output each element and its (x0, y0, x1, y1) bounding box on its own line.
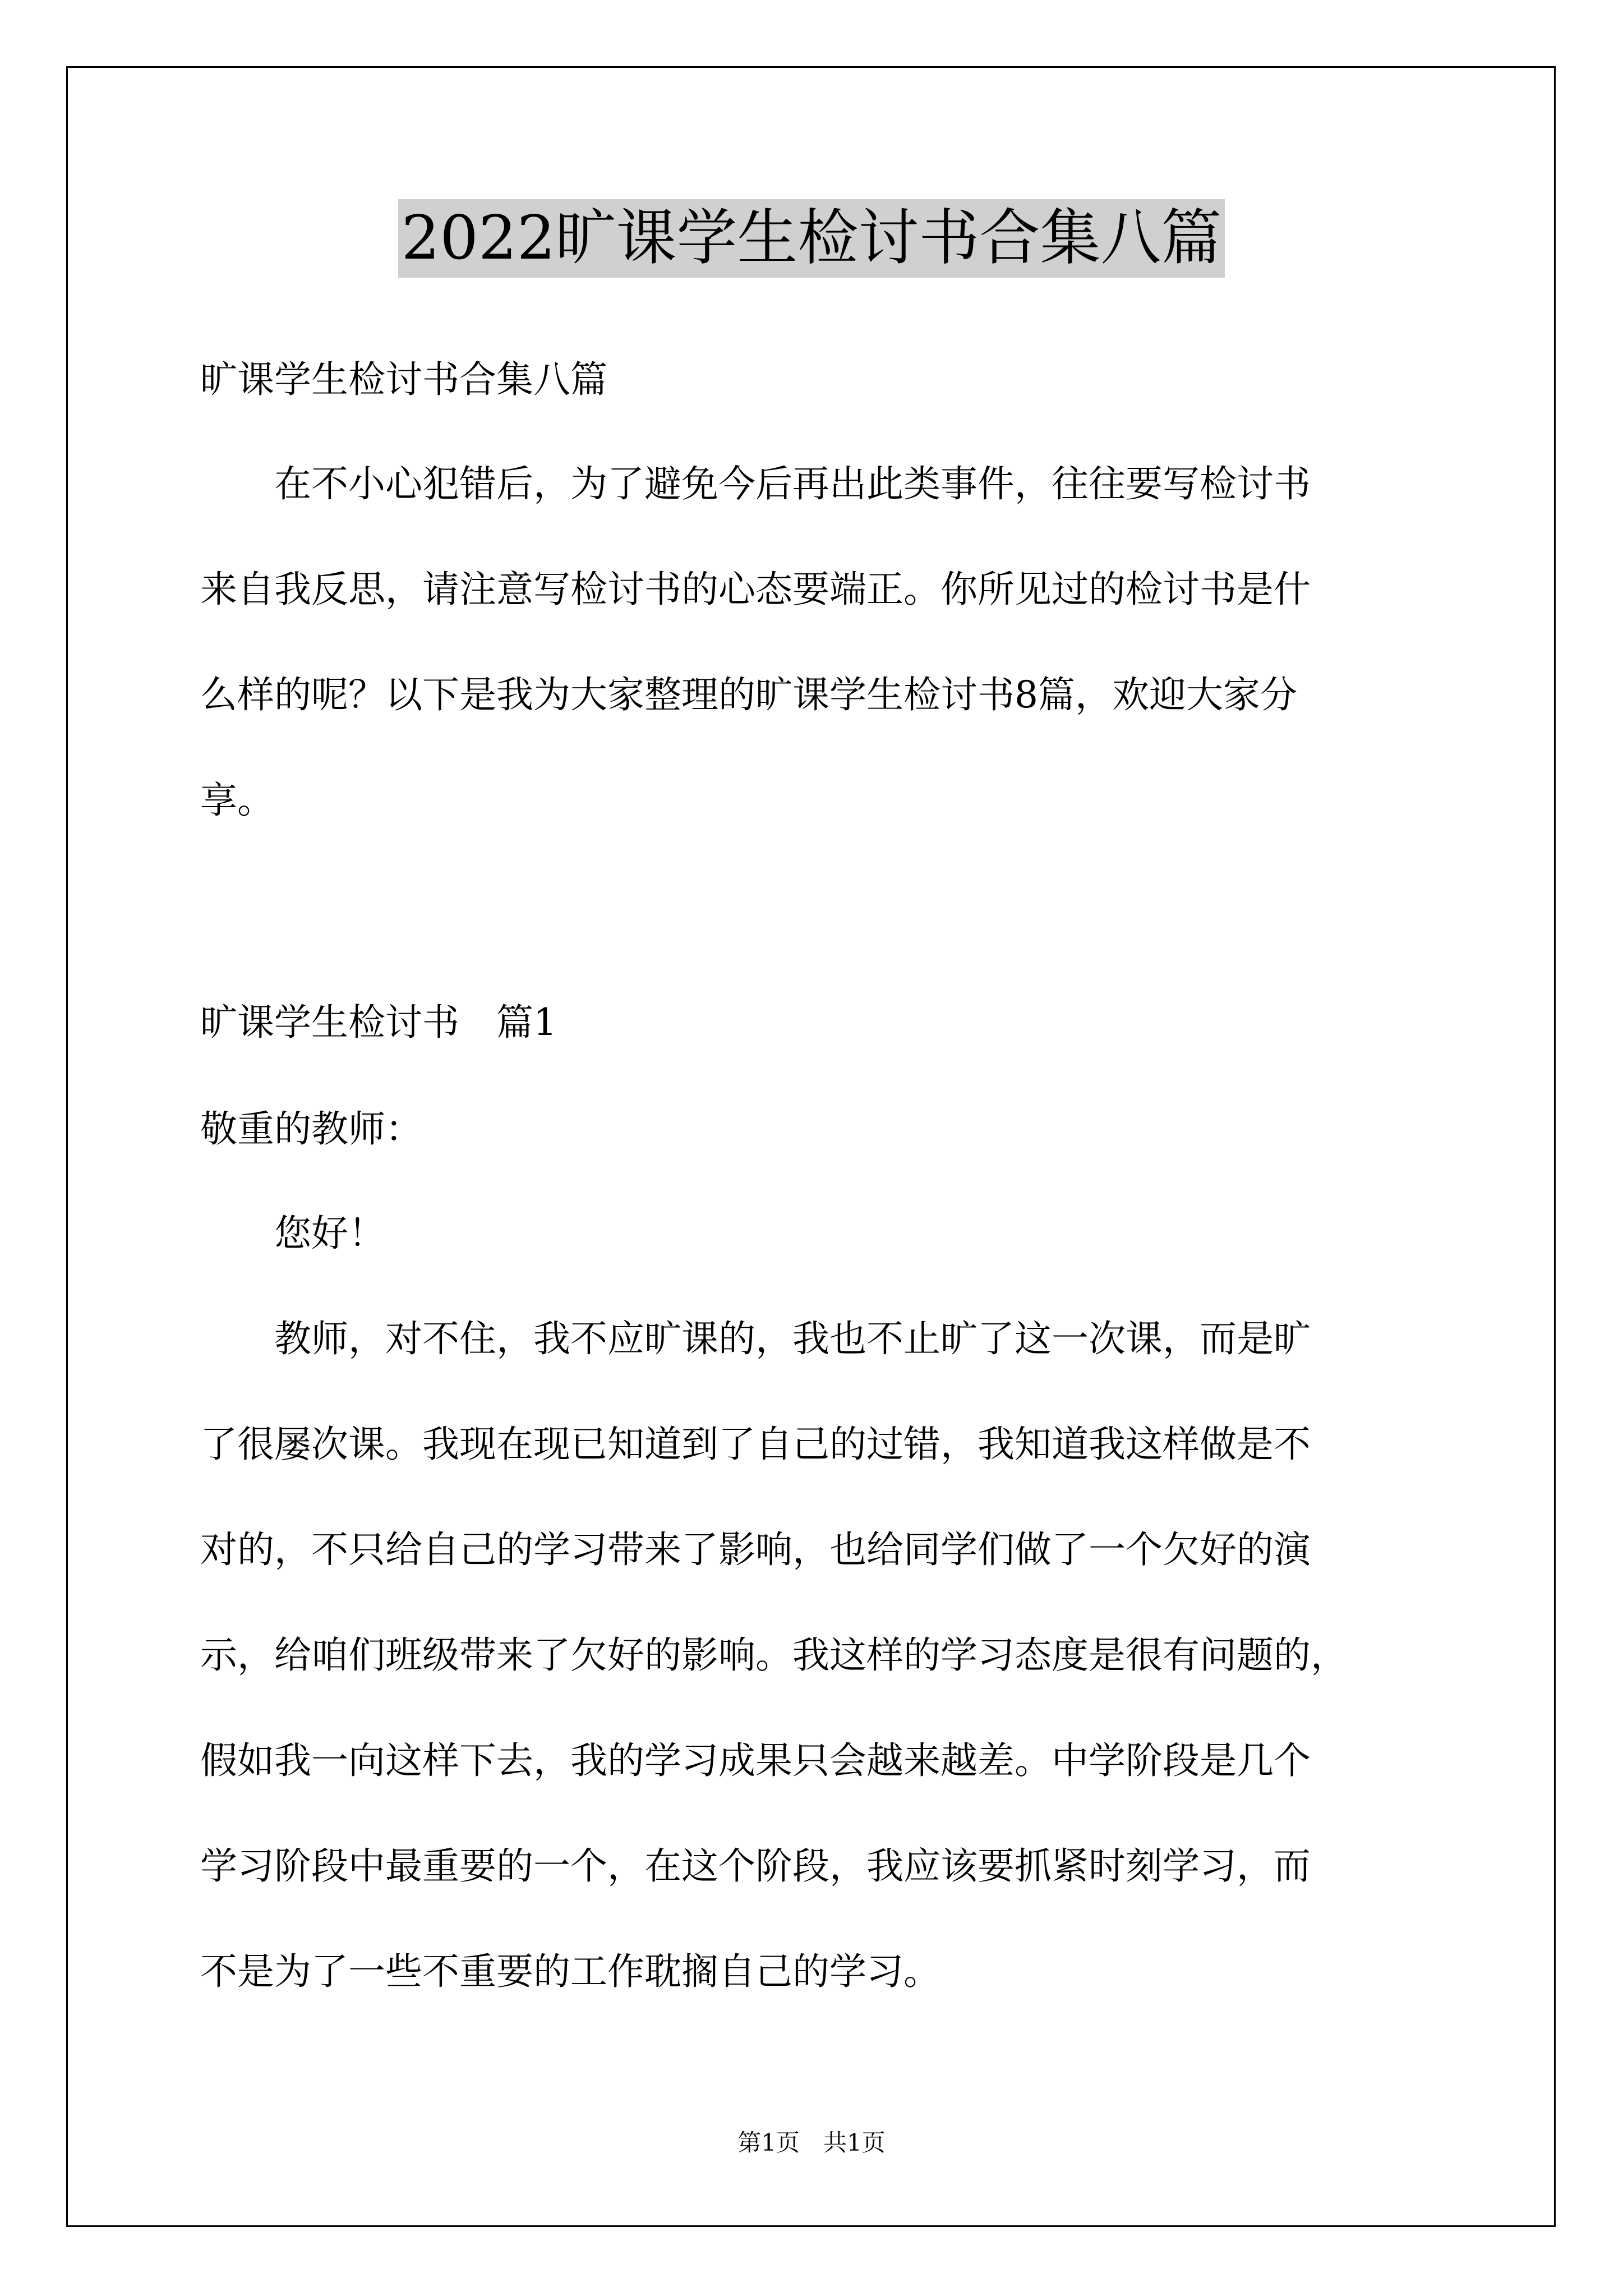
body-line: 不是为了一些不重要的工作耽搁自己的学习。 (200, 1950, 940, 1993)
salutation: 敬重的教师： (200, 1107, 422, 1151)
intro-line: 享。 (200, 779, 274, 822)
body-line: 对的，不只给自己的学习带来了影响，也给同学们做了一个欠好的演 (200, 1528, 1311, 1571)
body-line: 示，给咱们班级带来了欠好的影响。我这样的学习态度是很有问题的， (200, 1634, 1348, 1677)
document-subtitle: 旷课学生检讨书合集八篇 (200, 358, 607, 401)
page-footer: 第1页 共1页 (737, 2129, 886, 2156)
body-line: 学习阶段中最重要的一个，在这个阶段，我应该要抓紧时刻学习，而 (200, 1844, 1311, 1888)
body-line: 假如我一向这样下去，我的学习成果只会越来越差。中学阶段是几个 (200, 1739, 1311, 1782)
body-line: 了很屡次课。我现在现已知道到了自己的过错，我知道我这样做是不 (200, 1423, 1311, 1466)
intro-line: 在不小心犯错后，为了避免今后再出此类事件，往往要写检讨书 (200, 462, 1311, 505)
intro-line: 来自我反思，请注意写检讨书的心态要端正。你所见过的检讨书是什 (200, 568, 1311, 611)
title-container (0, 199, 1623, 278)
document-title: 2022旷课学生检讨书合集八篇 (398, 199, 1225, 278)
greeting: 您好！ (200, 1212, 385, 1255)
body-line: 教师，对不住，我不应旷课的，我也不止旷了这一次课，而是旷 (200, 1317, 1311, 1360)
section-heading: 旷课学生检讨书 篇1 (200, 1001, 557, 1044)
intro-line: 么样的呢？以下是我为大家整理的旷课学生检讨书8篇，欢迎大家分 (200, 673, 1297, 716)
